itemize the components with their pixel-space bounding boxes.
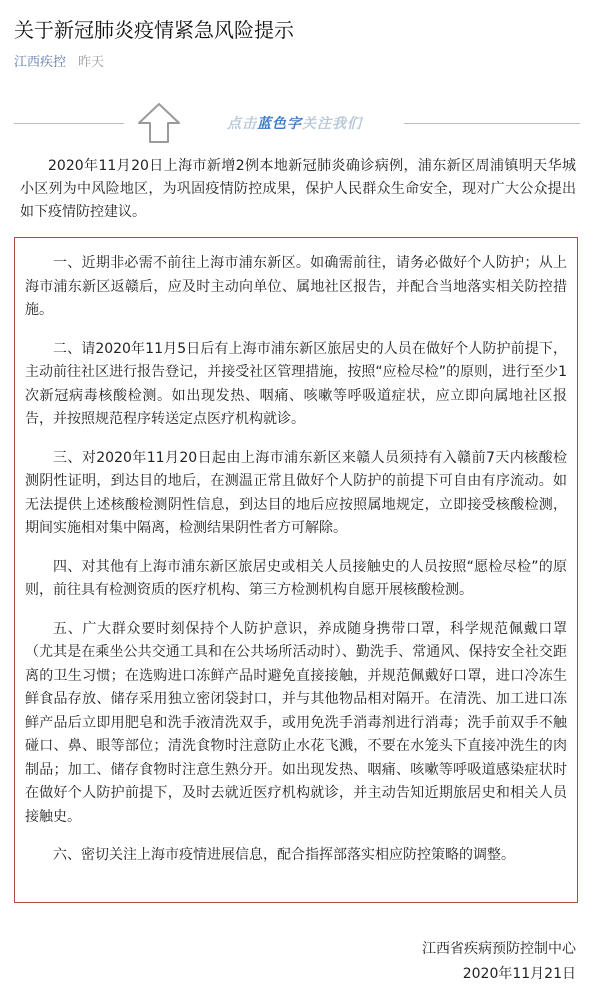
advisory-box xyxy=(14,237,578,903)
follow-banner[interactable] xyxy=(14,100,580,144)
follow-prefix: 点击 xyxy=(227,116,257,132)
article-title: 关于新冠肺炎疫情紧急风险提示 xyxy=(14,18,294,42)
advisory-item-6: 六、密切关注上海市疫情进展信息，配合指挥部落实相应防控策略的调整。 xyxy=(53,847,515,863)
advisory-item-5: 五、广大群众要时刻保持个人防护意识，养成随身携带口罩，科学规范佩戴口罩（尤其是在乘坐公共交通工具和在公共场所活动时）、勤洗手、常通风、保持安全社交距离的卫生习惯；在选购进口冻鲜产品时避免直接接触，并规范佩戴好口罩，进口冷冻生鲜食品存放、储存采用独立密闭袋封口，并与其他物品相对隔开。在清洗、加工进口冻鲜产品后立即用肥皂和洗手液清洗双手，或用免洗手消毒剂进行消毒；洗手前双手不触碰口、鼻、眼等部位；清洗食物时注意防止水花飞溅，不要在水笼头下直接冲洗生的肉制品；加工、储存食物时注意生熟分开。如出现发热、咽痛、咳嗽等呼吸道感染症状时在做好个人防护前提下，及时去就近医疗机构就诊，并主动告知近期旅居史和相关人员接触史。 xyxy=(25,620,567,825)
issuing-organization: 江西省疾病预防控制中心 xyxy=(422,941,576,957)
divider-right xyxy=(404,123,580,124)
advisory-item-2: 二、请2020年11月5日后有上海市浦东新区旅居史的人员在做好个人防护前提下，主动前往社区进行报告登记，并接受社区管理措施，按照“应检尽检”的原则，进行至少1次新冠病毒核酸检测。如出现发热、咽痛、咳嗽等呼吸道症状，应立即向属地社区报告，并按照规范程序转送定点医疗机构就诊。 xyxy=(25,340,567,427)
publish-time: 昨天 xyxy=(78,55,105,70)
advisory-item-1: 一、近期非必需不前往上海市浦东新区。如确需前往，请务必做好个人防护；从上海市浦东新区返赣后，应及时主动向单位、属地社区报告，并配合当地落实相关防控措施。 xyxy=(25,255,567,318)
article-meta xyxy=(14,51,104,70)
follow-suffix: 关注我们 xyxy=(302,116,362,132)
up-arrow-icon xyxy=(137,102,181,144)
follow-highlight: 蓝色字 xyxy=(257,116,302,132)
issue-date: 2020年11月21日 xyxy=(462,966,576,982)
advisory-item-4: 四、对其他有上海市浦东新区旅居史或相关人员接触史的人员按照“愿检尽检”的原则，前往具有检测资质的医疗机构、第三方检测机构自愿开展核酸检测。 xyxy=(25,558,567,598)
advisory-item-3: 三、对2020年11月20日起由上海市浦东新区来赣人员须持有入赣前7天内核酸检测阴性证明，到达目的地后，在测温正常且做好个人防护的前提下可自由有序流动。如无法提供上述核酸检测阴性信息，到达目的地后应按照属地规定，立即接受核酸检测，期间实施相对集中隔离，检测结果阴性者方可解除。 xyxy=(25,449,567,536)
intro-paragraph: 2020年11月20日上海市新增2例本地新冠肺炎确诊病例，浦东新区周浦镇明天华城小区列为中风险地区，为巩固疫情防控成果，保护人民群众生命安全，现对广大公众提出如下疫情防控建议。 xyxy=(20,158,576,220)
source-account-link[interactable]: 江西疾控 xyxy=(14,55,67,70)
divider-left xyxy=(14,123,124,124)
follow-us-text[interactable] xyxy=(227,113,362,133)
